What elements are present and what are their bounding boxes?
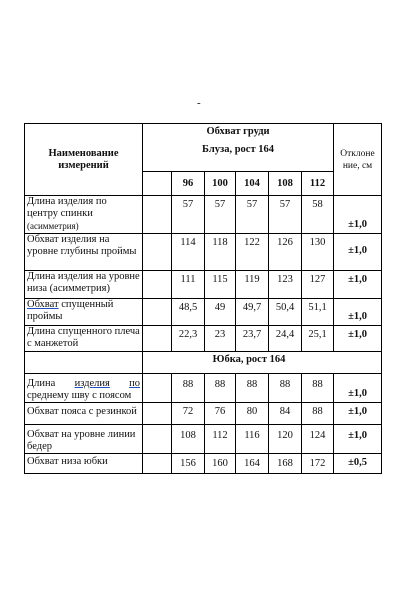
row-spacer	[143, 299, 172, 326]
tolerance-cell: ±1,0	[334, 234, 382, 271]
row-name: Длина изделия по среднему шву с поясом	[25, 374, 143, 403]
value-cell: 172	[302, 454, 334, 474]
value-cell: 57	[172, 196, 205, 234]
row-name: Обхват низа юбки	[25, 454, 143, 474]
size-108: 108	[269, 172, 302, 196]
table-row	[25, 271, 382, 299]
value-cell: 88	[302, 374, 334, 403]
table-row	[25, 299, 382, 326]
row-spacer	[143, 326, 172, 352]
row-name: Длина изделия на уровне низа (асимметрия)	[25, 271, 143, 299]
tolerance-cell: ±1,0	[334, 425, 382, 454]
row-spacer	[143, 454, 172, 474]
value-cell: 24,4	[269, 326, 302, 352]
value-cell: 48,5	[172, 299, 205, 326]
measurement-name-header: Наименование измерений	[25, 124, 143, 196]
skirt-header-empty	[25, 352, 143, 374]
value-cell: 50,4	[269, 299, 302, 326]
size-spacer	[143, 172, 172, 196]
deviation-header: Отклоне ние, см	[334, 124, 382, 196]
table-row	[25, 454, 382, 474]
value-cell: 116	[236, 425, 269, 454]
value-cell: 84	[269, 403, 302, 425]
value-cell: 25,1	[302, 326, 334, 352]
value-cell: 118	[205, 234, 236, 271]
blouse-title: Блуза, рост 164	[202, 144, 274, 155]
tolerance-cell: ±0,5	[334, 454, 382, 474]
tolerance-cell: ±1,0	[334, 299, 382, 326]
row-spacer	[143, 425, 172, 454]
value-cell: 127	[302, 271, 334, 299]
row-spacer	[143, 403, 172, 425]
value-cell: 168	[269, 454, 302, 474]
value-cell: 124	[302, 425, 334, 454]
value-cell: 88	[236, 374, 269, 403]
value-cell: 122	[236, 234, 269, 271]
row-name: Обхват на уровне линии бедер	[25, 425, 143, 454]
row-spacer	[143, 196, 172, 234]
value-cell: 111	[172, 271, 205, 299]
value-cell: 23	[205, 326, 236, 352]
row-spacer	[143, 271, 172, 299]
value-cell: 112	[205, 425, 236, 454]
table-row	[25, 403, 382, 425]
tolerance-cell: ±1,0	[334, 403, 382, 425]
value-cell: 88	[172, 374, 205, 403]
value-cell: 57	[236, 196, 269, 234]
tolerance-cell: ±1,0	[334, 326, 382, 352]
table-row	[25, 425, 382, 454]
value-cell: 23,7	[236, 326, 269, 352]
value-cell: 119	[236, 271, 269, 299]
value-cell: 76	[205, 403, 236, 425]
chest-girth-header	[143, 124, 334, 172]
value-cell: 57	[205, 196, 236, 234]
value-cell: 88	[205, 374, 236, 403]
header-row	[25, 124, 382, 172]
value-cell: 80	[236, 403, 269, 425]
value-cell: 126	[269, 234, 302, 271]
value-cell: 123	[269, 271, 302, 299]
value-cell: 164	[236, 454, 269, 474]
row-name: Обхват спущенный проймы	[25, 299, 143, 326]
table-row	[25, 374, 382, 403]
row-name: Обхват изделия на уровне глубины проймы	[25, 234, 143, 271]
stray-dash: -	[197, 97, 201, 109]
value-cell: 88	[269, 374, 302, 403]
size-96: 96	[172, 172, 205, 196]
row-spacer	[143, 374, 172, 403]
value-cell: 49,7	[236, 299, 269, 326]
row-spacer	[143, 234, 172, 271]
value-cell: 49	[205, 299, 236, 326]
value-cell: 108	[172, 425, 205, 454]
table-row	[25, 234, 382, 271]
size-chart-table	[24, 123, 382, 474]
size-104: 104	[236, 172, 269, 196]
tolerance-cell: ±1,0	[334, 271, 382, 299]
table-row	[25, 326, 382, 352]
value-cell: 130	[302, 234, 334, 271]
chest-girth-label: Обхват груди	[206, 126, 270, 137]
value-cell: 115	[205, 271, 236, 299]
value-cell: 114	[172, 234, 205, 271]
tolerance-cell: ±1,0	[334, 196, 382, 234]
skirt-title: Юбка, рост 164	[143, 352, 382, 374]
row-name: Длина изделия по центру спинки (асимметрия)	[25, 196, 143, 234]
value-cell: 160	[205, 454, 236, 474]
tolerance-cell: ±1,0	[334, 374, 382, 403]
value-cell: 57	[269, 196, 302, 234]
table-row	[25, 196, 382, 234]
row-name: Обхват пояса с резинкой	[25, 403, 143, 425]
size-112: 112	[302, 172, 334, 196]
row-name: Длина спущенного плеча с манжетой	[25, 326, 143, 352]
value-cell: 120	[269, 425, 302, 454]
value-cell: 51,1	[302, 299, 334, 326]
size-100: 100	[205, 172, 236, 196]
value-cell: 72	[172, 403, 205, 425]
value-cell: 88	[302, 403, 334, 425]
skirt-header-row	[25, 352, 382, 374]
value-cell: 156	[172, 454, 205, 474]
value-cell: 22,3	[172, 326, 205, 352]
value-cell: 58	[302, 196, 334, 234]
